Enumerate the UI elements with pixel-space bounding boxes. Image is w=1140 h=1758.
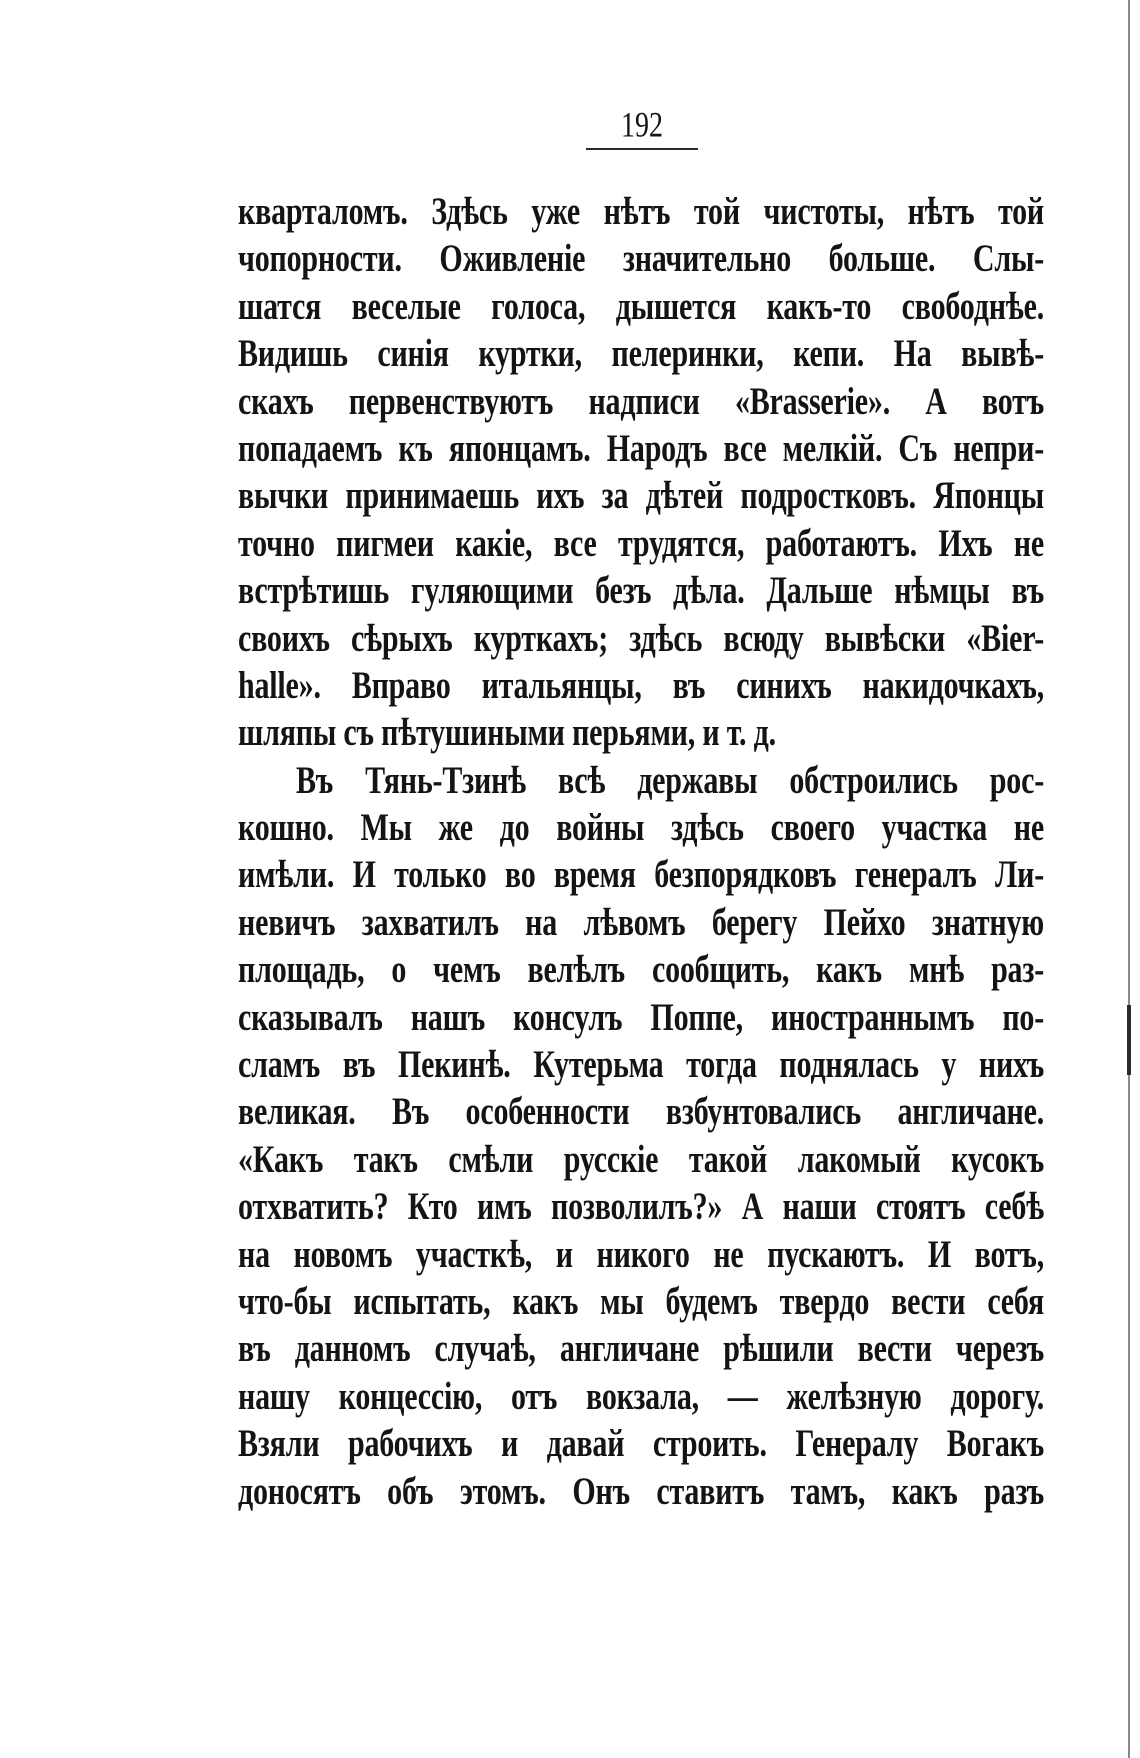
page-edge-mark bbox=[1127, 1005, 1131, 1075]
text-line: попадаемъ къ японцамъ. Народъ все мелкій. Съ непри- bbox=[238, 426, 1044, 470]
text-line: своихъ сѣрыхъ курткахъ; здѣсь всюду вывѣски «Bier- bbox=[238, 616, 1044, 660]
text-line: вычки принимаешь ихъ за дѣтей подростковъ. Японцы bbox=[238, 474, 1044, 518]
text-line: невичъ захватилъ на лѣвомъ берегу Пейхо знатную bbox=[238, 900, 1044, 944]
text-line: шатся веселые голоса, дышется какъ-то свободнѣе. bbox=[238, 284, 1044, 328]
text-line: въ данномъ случаѣ, англичане рѣшили вести черезъ bbox=[238, 1327, 1044, 1371]
text-line: сламъ въ Пекинѣ. Кутерьма тогда поднялась у нихъ bbox=[238, 1043, 1044, 1086]
text-line: площадь, о чемъ велѣлъ сообщить, какъ мнѣ раз- bbox=[238, 948, 1044, 992]
text-line: Въ Тянь-Тзинѣ всѣ державы обстроились рос- bbox=[296, 758, 1044, 802]
page-edge-line bbox=[1128, 0, 1130, 1758]
text-line: чопорности. Оживленіе значительно больше. Слы- bbox=[238, 237, 1044, 281]
text-line: нашу концессію, отъ вокзала, — желѣзную дорогу. bbox=[238, 1374, 1044, 1418]
text-line: на новомъ участкѣ, и никого не пускаютъ. И вотъ, bbox=[238, 1232, 1044, 1276]
text-line: шляпы съ пѣтушиными перьями, и т. д. bbox=[238, 711, 776, 755]
text-line: сказывалъ нашъ консулъ Поппе, иностраннымъ по- bbox=[238, 995, 1044, 1039]
text-line: кошно. Мы же до войны здѣсь своего участка не bbox=[238, 806, 1044, 849]
body-text bbox=[238, 188, 1044, 1515]
text-line: halle». Вправо итальянцы, въ синихъ накидочкахъ, bbox=[238, 663, 1044, 707]
text-line: «Какъ такъ смѣли русскіе такой лакомый кусокъ bbox=[238, 1137, 1044, 1181]
text-line: отхватить? Кто имъ позволилъ?» А наши стоятъ себѣ bbox=[238, 1185, 1044, 1229]
text-line: Взяли рабочихъ и давай строить. Генералу Вогакъ bbox=[238, 1422, 1044, 1466]
text-line: кварталомъ. Здѣсь уже нѣтъ той чистоты, нѣтъ той bbox=[238, 189, 1044, 233]
text-line: точно пигмеи какіе, все трудятся, работаютъ. Ихъ не bbox=[238, 521, 1044, 565]
text-line: встрѣтишь гуляющими безъ дѣла. Дальше нѣмцы въ bbox=[238, 569, 1044, 613]
text-line: великая. Въ особенности взбунтовались англичане. bbox=[238, 1090, 1044, 1134]
text-line: доносятъ объ этомъ. Онъ ставитъ тамъ, какъ разъ bbox=[238, 1469, 1044, 1513]
text-line: имѣли. И только во время безпорядковъ генералъ Ли- bbox=[238, 853, 1044, 897]
paragraph-2 bbox=[238, 757, 1044, 1515]
paragraph-1 bbox=[238, 188, 1044, 757]
text-line: что-бы испытать, какъ мы будемъ твердо вести себя bbox=[238, 1279, 1044, 1323]
text-line: скахъ первенствуютъ надписи «Brasserie». А вотъ bbox=[238, 379, 1044, 423]
text-line: Видишь синія куртки, пелеринки, кепи. На вывѣ- bbox=[238, 332, 1044, 376]
page-number: 192 bbox=[621, 105, 663, 146]
page-number-rule bbox=[586, 148, 698, 150]
